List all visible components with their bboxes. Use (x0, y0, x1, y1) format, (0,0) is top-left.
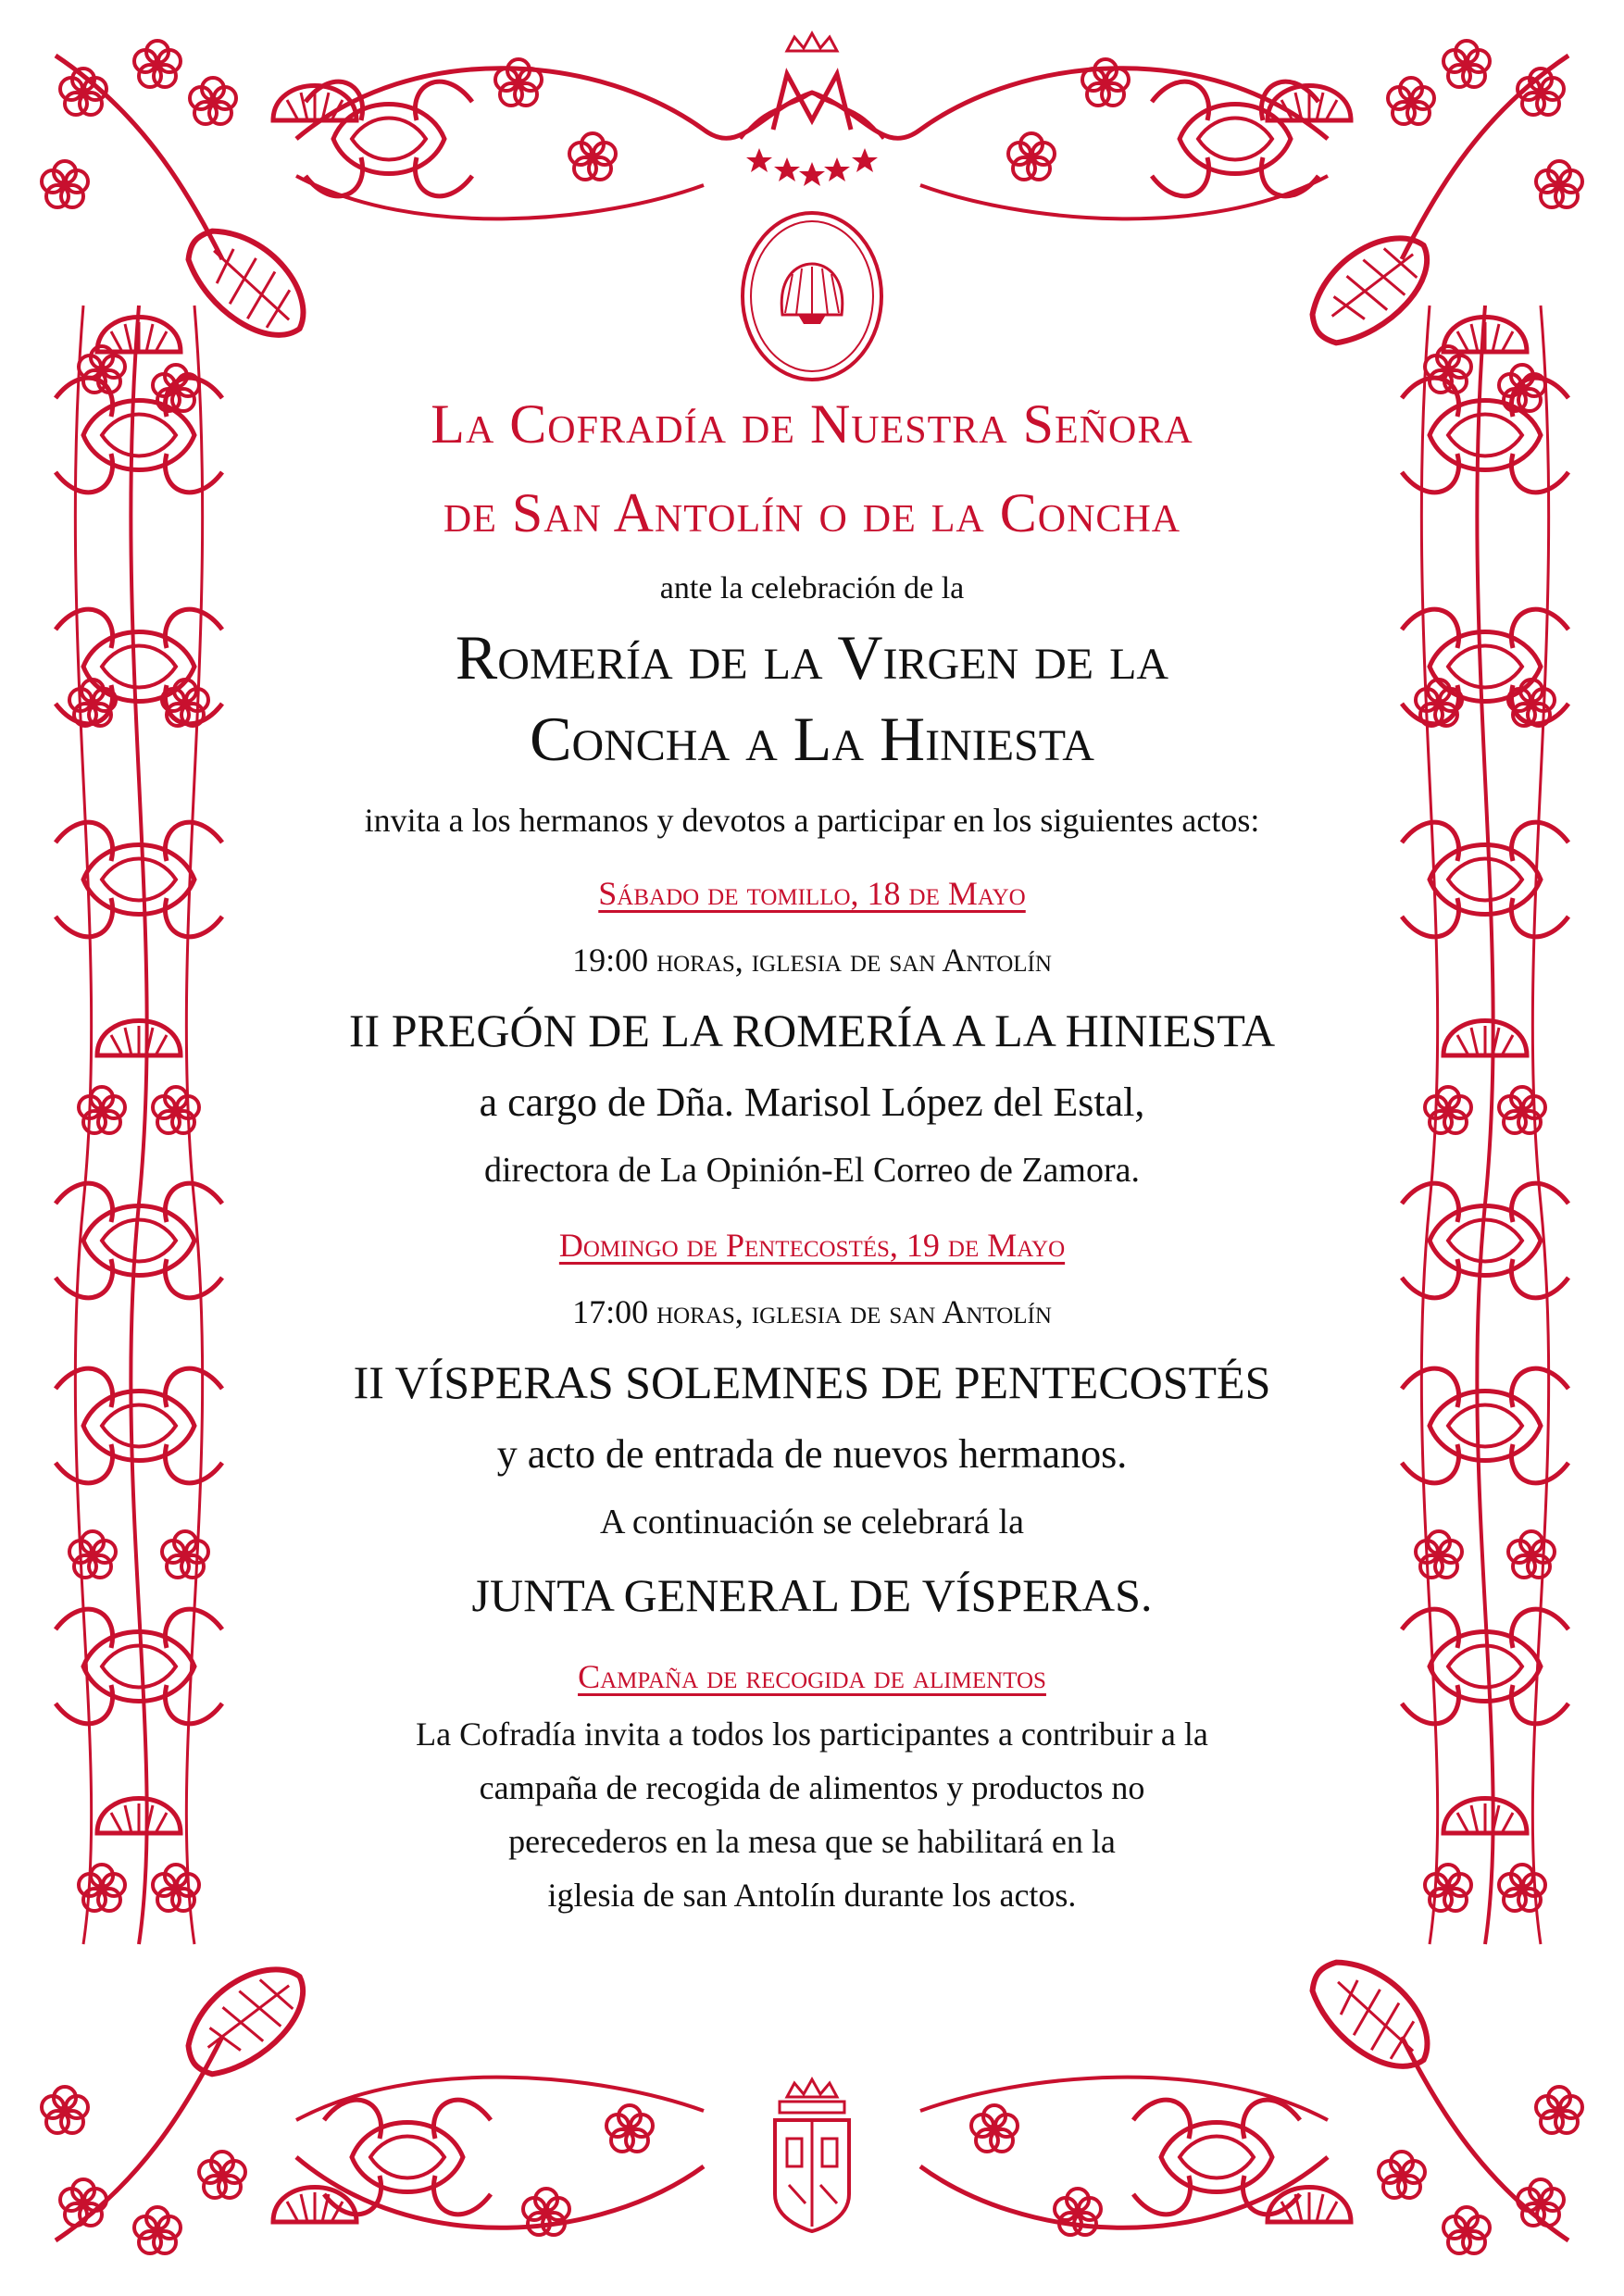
intro-text: ante la celebración de la (659, 571, 965, 605)
brotherhood-title-line-1: La Cofradía de Nuestra Señora (431, 393, 1193, 455)
sunday-event-sub: y acto de entrada de nuevos hermanos. (496, 1431, 1128, 1477)
invitation-content (278, 380, 1346, 1922)
top-border-band (273, 59, 1351, 218)
saturday-time: 19:00 horas, iglesia de san Antolín (572, 942, 1052, 979)
brotherhood-title-line-2: de San Antolín o de la Concha (443, 482, 1181, 543)
saturday-heading: Sábado de tomillo, 18 de Mayo (598, 875, 1026, 912)
scallop-shell-medallion-icon (743, 213, 881, 380)
sunday-event: II VÍSPERAS SOLEMNES DE PENTECOSTÉS (353, 1356, 1271, 1408)
left-border-column (56, 306, 222, 1944)
saturday-speaker-role: directora de La Opinión-El Correo de Zamora. (484, 1151, 1140, 1190)
romeria-title-line-2: Concha a La Hiniesta (530, 704, 1094, 774)
campaign-heading: Campaña de recogida de alimentos (578, 1658, 1046, 1695)
sunday-continuation: A continuación se celebrará la (600, 1503, 1024, 1541)
campaign-line-1: La Cofradía invita a todos los participantes a contribuir a la (416, 1716, 1208, 1753)
romeria-title-line-1: Romería de la Virgen de la (455, 622, 1169, 693)
coat-of-arms-icon (775, 2079, 849, 2231)
campaign-line-3: perecederos en la mesa que se habilitará en la (508, 1823, 1116, 1860)
right-border-column (1402, 306, 1568, 1944)
sunday-time: 17:00 horas, iglesia de san Antolín (572, 1293, 1052, 1330)
marian-monogram-icon (741, 33, 883, 186)
campaign-line-4: iglesia de san Antolín durante los actos. (547, 1877, 1077, 1914)
junta-general: JUNTA GENERAL DE VÍSPERAS. (471, 1569, 1153, 1621)
campaign-line-2: campaña de recogida de alimentos y productos no (479, 1769, 1145, 1806)
saturday-speaker: a cargo de Dña. Marisol López del Estal, (479, 1079, 1145, 1125)
invite-text: invita a los hermanos y devotos a participar en los siguientes actos: (364, 802, 1260, 839)
sunday-heading: Domingo de Pentecostés, 19 de Mayo (558, 1227, 1066, 1264)
saturday-event: II PREGÓN DE LA ROMERÍA A LA HINIESTA (348, 1004, 1276, 1056)
